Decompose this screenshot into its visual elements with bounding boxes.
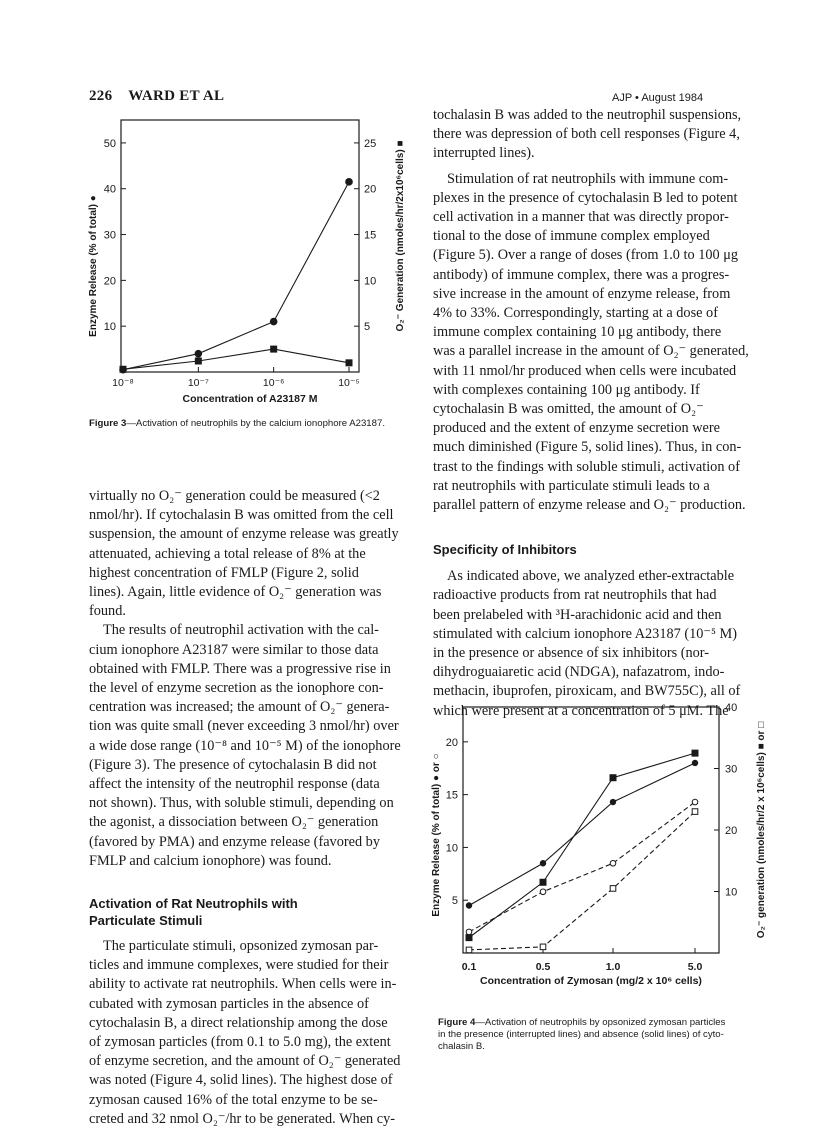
text-line: tion was quite small (never exceeding 3 nmol/hr) over xyxy=(89,718,399,735)
text-line: Stimulation of rat neutrophils with immune com- xyxy=(447,170,729,187)
y-tick-label-right: 10 xyxy=(364,275,377,288)
figure-3-caption-label: Figure 3 xyxy=(89,418,127,429)
text-line: immune complex containing 10 μg antibody, there xyxy=(433,324,722,341)
y-tick-label-left: 5 xyxy=(451,895,458,908)
text-line: with 11 nmol/hr produced when cells were incubated xyxy=(433,362,737,379)
text-line: stimulated with calcium ionophore A23187 (10⁻⁵ M) xyxy=(433,625,737,642)
left-column xyxy=(89,487,437,1129)
text-line: dihydroguaiaretic acid (NDGA), nafazatrom, indo- xyxy=(433,664,725,681)
running-authors: WARD ET AL xyxy=(128,88,225,104)
data-point-circle xyxy=(345,178,353,186)
data-point-square xyxy=(120,366,127,373)
text-line: centration was increased; the amount of O₂⁻ genera- xyxy=(89,699,390,716)
y-tick-label-left: 20 xyxy=(445,736,458,749)
data-point-circle xyxy=(270,318,278,326)
y-tick-label-left: 50 xyxy=(103,137,116,150)
plot-frame xyxy=(463,707,719,953)
y-tick-label-right: 20 xyxy=(725,825,738,837)
text-line: been prelabeled with ³H-arachidonic acid and then xyxy=(433,606,722,623)
x-tick-label: 10⁻⁵ xyxy=(338,377,360,389)
text-line: creted and 32 nmol O₂⁻/hr to be generated. When cy- xyxy=(89,1110,396,1127)
text-line: the level of enzyme secretion as the ionophore con- xyxy=(89,680,384,697)
right-paragraph-3 xyxy=(433,567,776,721)
series-line-1 xyxy=(469,753,695,938)
data-point-square xyxy=(346,359,353,366)
y-tick-label-right: 5 xyxy=(364,321,371,334)
figure-4 xyxy=(427,703,772,1008)
x-tick-label: 10⁻⁶ xyxy=(262,377,285,389)
figure-3-caption xyxy=(89,418,439,430)
x-tick-label: 0.5 xyxy=(535,961,551,973)
y-tick-label-left: 40 xyxy=(103,183,116,196)
text-line: 4% to 33%. Correspondingly, starting at a dose of xyxy=(433,305,718,322)
text-line: of zymosan particles (from 0.1 to 5.0 mg), the extent xyxy=(89,1034,391,1051)
text-line: virtually no O₂⁻ generation could be measured (<2 xyxy=(89,488,380,504)
data-point-open-square xyxy=(466,947,472,953)
text-line: there was depression of both cell responses (Figure 4, xyxy=(433,126,740,143)
text-line: FMLP and calcium ionophore) was found. xyxy=(89,852,332,869)
y-tick-label-left: 20 xyxy=(103,275,116,288)
text-line: antibody) of immune complex, there was a progres- xyxy=(433,266,730,283)
text-line: the agonist, a dissociation between O₂⁻ generation xyxy=(89,814,379,831)
data-point-square xyxy=(195,358,202,365)
text-line: in the presence or absence of six inhibitors (nor- xyxy=(433,645,710,662)
text-line: a wide dose range (10⁻⁸ and 10⁻⁵ M) of the ionophore xyxy=(89,737,401,754)
figure-4-caption xyxy=(438,1017,783,1054)
data-point-open-square xyxy=(610,886,616,892)
text-line: nmol/hr). If cytochalasin B was omitted from the cell xyxy=(89,507,394,524)
text-line: which were present at a concentration of 5 μM. The xyxy=(433,702,729,719)
x-tick-label: 10⁻⁷ xyxy=(187,377,209,389)
section-heading-inhibitors: Specificity of Inhibitors xyxy=(433,542,577,558)
data-point-filled-circle xyxy=(466,902,472,908)
x-tick-label: 5.0 xyxy=(687,961,703,973)
y-axis-label-right: O₂⁻ generation (nmoles/hr/2 x 10⁶cells) ■ or □ xyxy=(756,721,767,939)
text-line: (Figure 3). The presence of cytochalasin B did not xyxy=(89,756,377,773)
series-line-3 xyxy=(469,812,695,950)
y-tick-label-left: 10 xyxy=(445,842,458,855)
text-line: plexes in the presence of cytochalasin B led to potent xyxy=(433,189,738,206)
text-line: zymosan caused 16% of the total enzyme to be se- xyxy=(89,1091,378,1108)
data-point-filled-square xyxy=(540,879,547,886)
data-point-open-square xyxy=(692,809,698,815)
right-column xyxy=(433,106,776,721)
text-line: trast to the findings with soluble stimuli, activation of xyxy=(433,458,740,475)
text-line: cium ionophore A23187 were similar to those data xyxy=(89,641,379,658)
series-line-0 xyxy=(123,182,349,370)
section-heading-line-2: Particulate Stimuli xyxy=(89,913,203,929)
figure-3 xyxy=(84,100,424,405)
data-point-filled-square xyxy=(692,750,699,757)
text-line: highest concentration of FMLP (Figure 2, solid xyxy=(89,564,359,581)
data-point-open-square xyxy=(540,944,546,950)
figure-4-caption-line-2: in the presence (interrupted lines) and absence (solid lines) of cyto- xyxy=(438,1029,724,1041)
text-line: (Figure 5). Over a range of doses (from 1.0 to 100 μg xyxy=(433,247,739,264)
page-number: 226 xyxy=(89,88,113,104)
right-paragraph-1 xyxy=(433,106,776,164)
y-tick-label-right: 40 xyxy=(725,703,738,714)
text-line: As indicated above, we analyzed ether-extractable xyxy=(447,568,735,585)
text-line: tochalasin B was added to the neutrophil suspensions, xyxy=(433,107,742,123)
y-tick-label-right: 25 xyxy=(364,137,377,150)
x-tick-label: 10⁻⁸ xyxy=(112,377,134,389)
data-point-filled-square xyxy=(610,774,617,781)
text-line: of enzyme secretion, and the amount of O₂⁻ generated xyxy=(89,1053,401,1070)
text-line: with complexes containing 100 μg antibody. If xyxy=(433,381,700,398)
y-axis-label-left: Enzyme Release (% of total) ● xyxy=(88,195,99,337)
text-line: tional to the dose of immune complex employed xyxy=(433,228,710,245)
plot-frame xyxy=(121,120,359,372)
right-paragraph-2 xyxy=(433,170,776,516)
section-heading-particulate xyxy=(89,895,437,929)
text-line: produced and the extent of enzyme secretion were xyxy=(433,420,720,437)
text-line: attenuated, achieving a total release of 8% at the xyxy=(89,545,366,562)
x-tick-label: 1.0 xyxy=(605,961,621,973)
text-line: methacin, ibuprofen, piroxicam, and BW755C), all of xyxy=(433,683,741,700)
section-heading-line-1: Activation of Rat Neutrophils with xyxy=(89,896,298,912)
text-line: cytochalasin B was omitted, the amount of O₂⁻ xyxy=(433,401,704,418)
figure-3-chart xyxy=(84,100,424,405)
figure-4-chart xyxy=(427,703,772,1008)
y-tick-label-right: 30 xyxy=(725,763,738,776)
figure-4-caption-line-1: —Activation of neutrophils by opsonized zymosan particles xyxy=(475,1017,726,1028)
figure-4-caption-label: Figure 4 xyxy=(438,1017,476,1028)
y-tick-label-right: 15 xyxy=(364,229,377,242)
text-line: sive increase in the amount of enzyme release, from xyxy=(433,285,731,302)
y-tick-label-right: 10 xyxy=(725,886,738,899)
text-line: rat neutrophils with particulate stimuli leads to a xyxy=(433,477,710,494)
text-line: found. xyxy=(89,603,126,620)
text-line: was noted (Figure 4, solid lines). The highest dose of xyxy=(89,1072,393,1089)
y-axis-label-left: Enzyme Release (% of total) ● or ○ xyxy=(431,753,442,917)
x-tick-label: 0.1 xyxy=(461,961,477,973)
text-line: not shown). Thus, with soluble stimuli, depending on xyxy=(89,795,394,812)
series-line-1 xyxy=(123,349,349,369)
text-line: affect the intensity of the neutrophil response (data xyxy=(89,776,380,793)
x-axis-label: Concentration of Zymosan (mg/2 x 10⁶ cells) xyxy=(480,975,702,987)
y-tick-label-right: 20 xyxy=(364,183,377,196)
text-line: lines). Again, little evidence of O₂⁻ generation was xyxy=(89,584,382,601)
text-line: The results of neutrophil activation with the cal- xyxy=(103,622,379,639)
text-line: radioactive products from rat neutrophils that had xyxy=(433,587,717,604)
y-tick-label-left: 15 xyxy=(445,789,458,802)
data-point-open-circle xyxy=(540,889,546,895)
figure-3-caption-text: —Activation of neutrophils by the calcium ionophore A23187. xyxy=(126,418,385,429)
left-paragraph-1 xyxy=(89,487,437,621)
text-line: suspension, the amount of enzyme release was greatly xyxy=(89,526,399,543)
data-point-open-circle xyxy=(466,929,472,935)
text-line: (favored by PMA) and enzyme release (favored by xyxy=(89,833,380,850)
x-axis-label: Concentration of A23187 M xyxy=(182,393,318,405)
data-point-circle xyxy=(195,350,203,358)
figure-4-caption-line-3: chalasin B. xyxy=(438,1041,485,1053)
text-line: The particulate stimuli, opsonized zymosan par- xyxy=(103,938,379,955)
data-point-filled-circle xyxy=(692,760,698,766)
data-point-filled-circle xyxy=(610,799,616,805)
y-axis-label-right: O₂⁻ Generation (nmoles/hr/2x10⁶cells) ■ xyxy=(395,140,406,332)
journal-info: AJP • August 1984 xyxy=(612,92,704,104)
text-line: interrupted lines). xyxy=(433,145,535,162)
text-line: much diminished (Figure 5, solid lines). Thus, in con- xyxy=(433,439,742,456)
data-point-square xyxy=(270,346,277,353)
text-line: cytochalasin B, a direct relationship among the dose xyxy=(89,1014,388,1031)
data-point-open-circle xyxy=(610,860,616,866)
text-line: ticles and immune complexes, were studied for their xyxy=(89,957,389,974)
text-line: cell activation in a manner that was directly propor- xyxy=(433,209,729,226)
series-line-0 xyxy=(469,763,695,906)
y-tick-label-left: 10 xyxy=(103,321,116,334)
data-point-open-circle xyxy=(692,799,698,805)
data-point-filled-circle xyxy=(540,860,546,866)
text-line: cubated with zymosan particles in the absence of xyxy=(89,995,369,1012)
text-line: parallel pattern of enzyme release and O₂⁻ production. xyxy=(433,497,746,514)
left-paragraph-2 xyxy=(89,621,437,871)
text-line: ability to activate rat neutrophils. When cells were in- xyxy=(89,976,397,993)
text-line: was a parallel increase in the amount of O₂⁻ generated, xyxy=(433,343,749,360)
text-line: obtained with FMLP. There was a progressive rise in xyxy=(89,660,391,677)
left-paragraph-3 xyxy=(89,937,437,1129)
y-tick-label-left: 30 xyxy=(103,229,116,242)
